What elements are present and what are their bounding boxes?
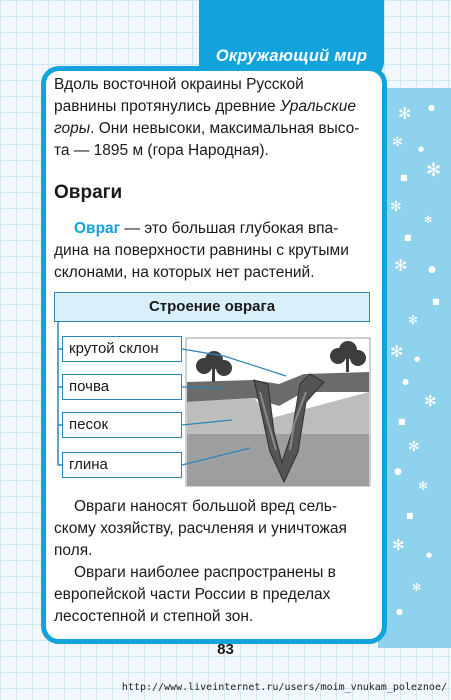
distribution-line (54, 562, 370, 584)
distribution-paragraph (54, 562, 370, 628)
section-heading: Овраги (54, 182, 123, 203)
definition-line-text: склонами, на которых нет растений. (54, 264, 315, 281)
dot-icon: ● (426, 551, 433, 559)
intro-line (54, 96, 370, 118)
intro-line-text: Вдоль восточной окраины Русской (54, 76, 304, 93)
damage-line (54, 540, 370, 562)
dot-icon: ● (428, 103, 435, 112)
definition-line-text: дина на поверхности равнины с крутыми (54, 242, 349, 259)
definition-line (54, 240, 370, 262)
snowflake-icon: ✻ (392, 536, 405, 554)
snowflake-icon: ✻ (394, 256, 408, 275)
definition-line (54, 262, 370, 284)
snowflake-icon: ✻ (412, 581, 422, 594)
square-icon: ■ (404, 233, 412, 242)
intro-line (54, 118, 370, 140)
subject-title: Окружающий мир (215, 47, 368, 65)
dot-icon: ● (418, 145, 425, 153)
damage-line-text: скому хозяйству, расчленяя и уничтожая (54, 520, 347, 537)
snowflake-icon: ✻ (418, 479, 429, 493)
dot-icon: ● (402, 377, 409, 386)
dot-icon: ● (396, 607, 403, 616)
damage-line (54, 496, 370, 518)
snowflake-icon: ✻ (408, 313, 419, 327)
snowflake-icon: ✻ (392, 135, 403, 150)
distribution-line (54, 584, 370, 606)
label-steep-slope: крутой склон (62, 336, 182, 362)
intro-line-text: . Они невысоки, максимальная высо- (90, 120, 360, 137)
distribution-line-text: лесостепной и степной зон. (54, 608, 254, 625)
damage-line-text: Овраги наносят большой вред сель- (74, 498, 337, 515)
diagram-title: Строение оврага (148, 298, 276, 315)
snowflake-icon: ✻ (398, 104, 412, 123)
damage-line (54, 518, 370, 540)
distribution-line (54, 606, 370, 628)
snowflake-icon: ✻ (426, 160, 442, 181)
snowflake-icon: ✻ (390, 199, 402, 215)
definition-paragraph (54, 218, 370, 284)
snowflake-icon: ✻ (390, 342, 404, 361)
damage-line-text: поля. (54, 542, 93, 559)
dot-icon: ● (394, 467, 402, 477)
intro-line-text: та — 1895 м (гора Народная). (54, 142, 269, 159)
snowflake-icon: ✻ (408, 439, 420, 455)
snowflake-icon: ✻ (424, 215, 433, 226)
intro-line (54, 74, 370, 96)
decorative-side-strip (378, 88, 451, 648)
footer-url: http://www.liveinternet.ru/users/moim_vnukam_poleznoe/ (121, 682, 447, 693)
distribution-line-text: европейской части России в пределах (54, 586, 331, 603)
intro-italic-text: Уральские (279, 98, 356, 115)
intro-paragraph (54, 74, 370, 162)
square-icon: ■ (432, 297, 440, 306)
definition-line-text: — это большая глубокая впа- (120, 220, 339, 237)
distribution-line-text: Овраги наиболее распространены в (74, 564, 336, 581)
label-clay: глина (62, 452, 182, 478)
label-sand: песок (62, 412, 182, 438)
intro-italic-text: горы (54, 120, 91, 137)
dot-icon: ● (428, 265, 436, 275)
square-icon: ■ (406, 511, 414, 520)
square-icon: ■ (398, 417, 406, 426)
damage-paragraph (54, 496, 370, 562)
diagram-title-bar (54, 292, 370, 322)
snowflake-icon: ✻ (424, 392, 437, 410)
square-icon: ■ (400, 173, 408, 182)
definition-term: Овраг (74, 220, 121, 237)
dot-icon: ● (414, 355, 421, 363)
definition-line (54, 218, 370, 240)
label-soil: почва (62, 374, 182, 400)
intro-line-text: равнины протянулись древние (54, 98, 280, 115)
page-number: 83 (217, 641, 234, 658)
intro-line (54, 140, 370, 162)
